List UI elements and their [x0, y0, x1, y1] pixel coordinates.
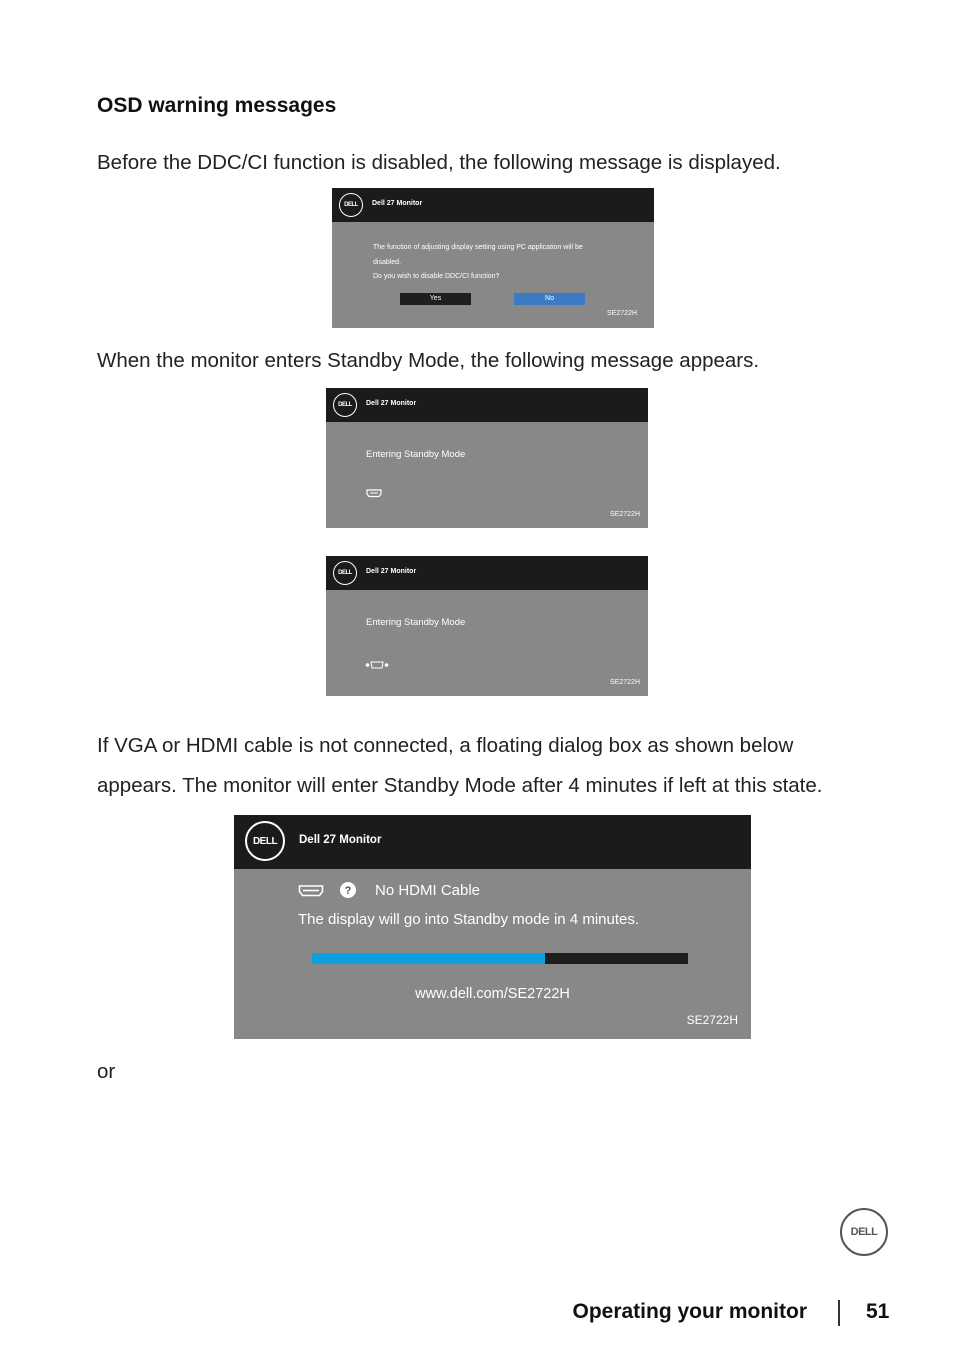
hdmi-port-icon	[366, 488, 382, 498]
section-heading: OSD warning messages	[97, 94, 337, 117]
dialog-message-line-1: The function of adjusting display setting using PC application will be	[373, 244, 583, 251]
dialog-header	[326, 388, 648, 422]
standby-dialog-vga	[326, 556, 648, 696]
dell-logo-icon: DELL	[339, 193, 363, 217]
model-label: SE2722H	[610, 511, 640, 518]
footer-divider	[838, 1300, 840, 1326]
dell-logo-icon: DELL	[840, 1208, 888, 1256]
page-number: 51	[866, 1300, 890, 1323]
yes-button[interactable]: Yes	[400, 293, 471, 305]
standby-dialog-hdmi	[326, 388, 648, 528]
dialog-title: Dell 27 Monitor	[366, 568, 417, 575]
no-hdmi-cable-dialog	[234, 815, 751, 1039]
standby-intro-text: When the monitor enters Standby Mode, the following message appears.	[97, 349, 760, 372]
model-label: SE2722H	[686, 1013, 738, 1027]
dialog-title: Dell 27 Monitor	[372, 200, 423, 207]
dialog-header	[234, 815, 751, 869]
dialog-header	[332, 188, 654, 222]
ddc-ci-warning-dialog	[332, 188, 654, 328]
ddc-intro-text: Before the DDC/CI function is disabled, the following message is displayed.	[97, 151, 781, 174]
vga-port-icon	[365, 661, 389, 669]
standby-progress-bar	[312, 953, 688, 964]
dialog-header	[326, 556, 648, 590]
dell-logo-icon: DELL	[245, 821, 285, 861]
no-cable-intro-line-1: If VGA or HDMI cable is not connected, a floating dialog box as shown below	[97, 734, 794, 757]
no-button[interactable]: No	[514, 293, 585, 305]
model-label: SE2722H	[610, 679, 640, 686]
svg-text:?: ?	[344, 885, 352, 898]
model-label: SE2722H	[607, 310, 637, 317]
or-text: or	[97, 1060, 116, 1083]
standby-countdown-message: The display will go into Standby mode in 4 minutes.	[298, 911, 640, 928]
hdmi-port-icon	[298, 884, 324, 898]
standby-message: Entering Standby Mode	[366, 617, 466, 628]
dialog-title: Dell 27 Monitor	[366, 400, 417, 407]
standby-message: Entering Standby Mode	[366, 449, 466, 460]
dialog-message-line-3: Do you wish to disable DDC/CI function?	[373, 273, 500, 280]
dell-logo-icon: DELL	[333, 393, 357, 417]
footer-section-title: Operating your monitor	[572, 1300, 807, 1323]
dialog-message-line-2: disabled.	[373, 259, 402, 266]
dialog-title: Dell 27 Monitor	[299, 834, 382, 846]
help-question-icon	[340, 882, 356, 898]
no-cable-intro-line-2: appears. The monitor will enter Standby Mode after 4 minutes if left at this state.	[97, 774, 823, 797]
dell-logo-icon: DELL	[333, 561, 357, 585]
progress-fill	[312, 953, 545, 964]
support-url[interactable]: www.dell.com/SE2722H	[415, 986, 570, 1002]
no-cable-label: No HDMI Cable	[375, 882, 481, 899]
